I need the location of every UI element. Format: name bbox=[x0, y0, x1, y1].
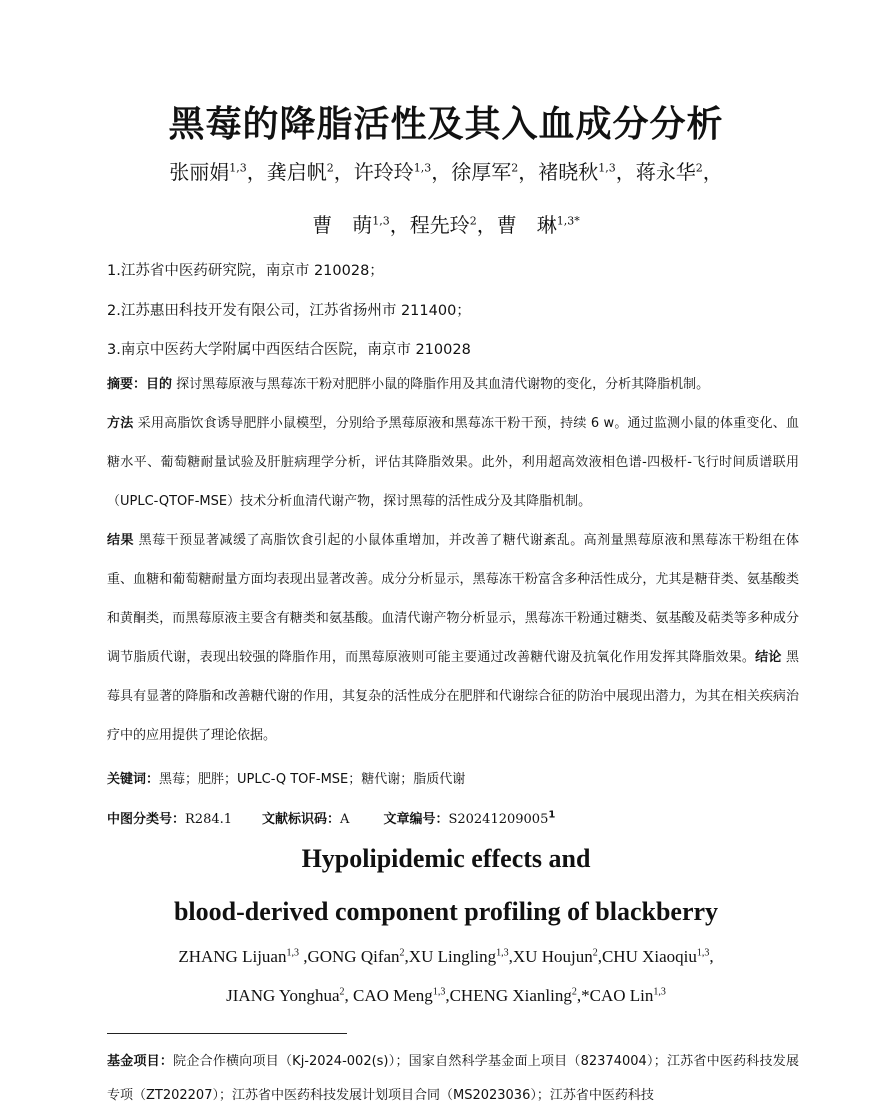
author-name: 许玲玲 bbox=[353, 160, 414, 184]
author-name: XU Houjun bbox=[512, 947, 593, 966]
author-name: CHENG Xianling bbox=[449, 986, 572, 1005]
author-name: XU Lingling bbox=[408, 947, 497, 966]
funding-footnote bbox=[107, 1045, 799, 1113]
author-separator: ， bbox=[389, 213, 410, 237]
methods-label: 方法 bbox=[107, 416, 134, 431]
results-label: 结果 bbox=[107, 533, 134, 548]
author-affiliation-mark: 1,3 bbox=[372, 214, 390, 228]
author-affiliation-mark: 1,3 bbox=[229, 161, 247, 175]
author-affiliation-mark: 1,3 bbox=[598, 161, 616, 175]
author-affiliation-mark: 1,3 bbox=[432, 986, 446, 998]
author-separator: ， bbox=[246, 160, 267, 184]
conclusion-label: 结论 bbox=[755, 650, 782, 665]
author-name: 程先玲 bbox=[409, 213, 470, 237]
authors-english-line-2 bbox=[0, 986, 892, 1006]
author-affiliation-mark: 2 bbox=[571, 986, 577, 998]
author-separator: ， bbox=[476, 213, 497, 237]
funding-text: 院企合作横向项目（Kj-2024-002(s)）；国家自然科学基金面上项目（82374004）；江苏省中医药科技发展专项（ZT202207）；江苏省中医药科技发展计划项目合同（MS2023036）；江苏省中医药科技 bbox=[107, 1054, 799, 1103]
author-affiliation-mark: 1,3* bbox=[556, 214, 580, 228]
author-separator: , bbox=[709, 947, 714, 966]
author-separator: , bbox=[597, 947, 602, 966]
author-name: 张丽娟 bbox=[169, 160, 230, 184]
author-name: CAO Meng bbox=[353, 986, 433, 1005]
author-affiliation-mark: 2 bbox=[339, 986, 345, 998]
footnote-mark: 1 bbox=[548, 809, 556, 821]
author-affiliation-mark: 1,3 bbox=[696, 947, 710, 959]
title-chinese: 黑莓的降脂活性及其入血成分分析 bbox=[168, 104, 724, 145]
author-affiliation-mark: 2 bbox=[511, 161, 519, 175]
conclusion-text: 黑莓具有显著的降脂和改善糖代谢的作用，其复杂的活性成分在肥胖和代谢综合征的防治中展现出潜力，为其在相关疾病治疗中的应用提供了理论依据。 bbox=[107, 650, 799, 743]
author-separator: , bbox=[508, 947, 513, 966]
author-name: CHU Xiaoqiu bbox=[601, 947, 697, 966]
clc-value: R284.1 bbox=[185, 812, 233, 827]
affiliation-2: 2.江苏惠田科技开发有限公司，江苏省扬州市 211400； bbox=[107, 303, 471, 319]
doc-code-value: A bbox=[340, 812, 350, 827]
author-affiliation-mark: 2 bbox=[695, 161, 703, 175]
author-separator: , bbox=[404, 947, 409, 966]
author-name: 褚晓秋 bbox=[538, 160, 599, 184]
methods-text: 采用高脂饮食诱导肥胖小鼠模型，分别给予黑莓原液和黑莓冻干粉干预，持续 6 w。通过监测小鼠的体重变化、血糖水平、葡萄糖耐量试验及肝脏病理学分析，评估其降脂效果。此外，利用超高效液相色谱-四极杆-飞行时间质谱联用（UPLC-QTOF-MSE）技术分析血清代谢产物，探讨黑莓的活性成分及其降脂机制。 bbox=[107, 416, 799, 509]
author-separator: ， bbox=[615, 160, 636, 184]
author-separator: , bbox=[445, 986, 450, 1005]
affiliation-3: 3.南京中医药大学附属中西医结合医院，南京市 210028 bbox=[107, 342, 471, 358]
abstract-paragraph bbox=[107, 365, 799, 755]
clc-label: 中图分类号： bbox=[107, 812, 186, 827]
author-separator: ， bbox=[518, 160, 539, 184]
author-name: 曹 萌 bbox=[312, 213, 373, 237]
author-affiliation-mark: 1,3 bbox=[653, 986, 666, 998]
author-affiliation-mark: 2 bbox=[469, 214, 477, 228]
author-name: 蒋永华 bbox=[635, 160, 696, 184]
article-number-value: S20241209005 bbox=[448, 812, 549, 827]
classification-line bbox=[107, 808, 555, 827]
objective-text: 探讨黑莓原液与黑莓冻干粉对肥胖小鼠的降脂作用及其血清代谢物的变化，分析其降脂机制。 bbox=[172, 377, 710, 392]
author-affiliation-mark: 1,3 bbox=[286, 947, 299, 959]
author-affiliation-mark: 1,3 bbox=[496, 947, 509, 959]
author-separator: ， bbox=[702, 160, 723, 184]
keywords-label: 关键词： bbox=[107, 772, 160, 787]
author-name: *CAO Lin bbox=[581, 986, 654, 1005]
author-affiliation-mark: 1,3 bbox=[413, 161, 432, 175]
author-name: GONG Qifan bbox=[307, 947, 400, 966]
keywords-value: 黑莓；肥胖；UPLC-Q TOF-MSE；糖代谢；脂质代谢 bbox=[159, 772, 466, 787]
author-affiliation-mark: 2 bbox=[592, 947, 598, 959]
author-separator: ， bbox=[333, 160, 354, 184]
author-name: ZHANG Lijuan bbox=[178, 947, 287, 966]
authors-chinese-line-2 bbox=[0, 209, 892, 238]
authors-english-line-1 bbox=[0, 947, 892, 967]
results-text: 黑莓干预显著减缓了高脂饮食引起的小鼠体重增加，并改善了糖代谢紊乱。高剂量黑莓原液和黑莓冻干粉组在体重、血糖和葡萄糖耐量方面均表现出显著改善。成分分析显示，黑莓冻干粉富含多种活性成分，尤其是糖苷类、氨基酸类和黄酮类，而黑莓原液主要含有糖类和氨基酸。血清代谢产物分析显示，黑莓冻干粉通过糖类、氨基酸及萜类等多种成分调节脂质代谢，表现出较强的降脂作用，而黑莓原液则可能主要通过改善糖代谢及抗氧化作用发挥其降脂效果。 bbox=[107, 533, 799, 665]
doc-code-label: 文献标识码： bbox=[262, 812, 341, 827]
author-separator: ， bbox=[431, 160, 452, 184]
abstract-label: 摘要： bbox=[107, 377, 147, 392]
funding-label: 基金项目： bbox=[107, 1054, 174, 1069]
objective-label: 目的 bbox=[146, 377, 173, 392]
author-name: 龚启帆 bbox=[266, 160, 327, 184]
author-affiliation-mark: 2 bbox=[399, 947, 405, 959]
author-separator: , bbox=[576, 986, 582, 1005]
author-separator: , bbox=[344, 986, 353, 1005]
authors-chinese-line-1 bbox=[0, 156, 892, 185]
author-affiliation-mark: 2 bbox=[326, 161, 334, 175]
author-name: 曹 琳 bbox=[496, 213, 557, 237]
title-english-line-2: blood-derived component profiling of blackberry bbox=[173, 897, 719, 926]
author-name: 徐厚军 bbox=[451, 160, 512, 184]
footnote-divider bbox=[107, 1033, 347, 1034]
title-english-line-1: Hypolipidemic effects and bbox=[301, 844, 591, 873]
keywords-line bbox=[107, 768, 465, 787]
author-name: JIANG Yonghua bbox=[226, 986, 340, 1005]
author-separator: , bbox=[298, 947, 308, 966]
affiliation-1: 1.江苏省中医药研究院，南京市 210028； bbox=[107, 263, 384, 279]
article-number-label: 文章编号： bbox=[383, 812, 449, 827]
